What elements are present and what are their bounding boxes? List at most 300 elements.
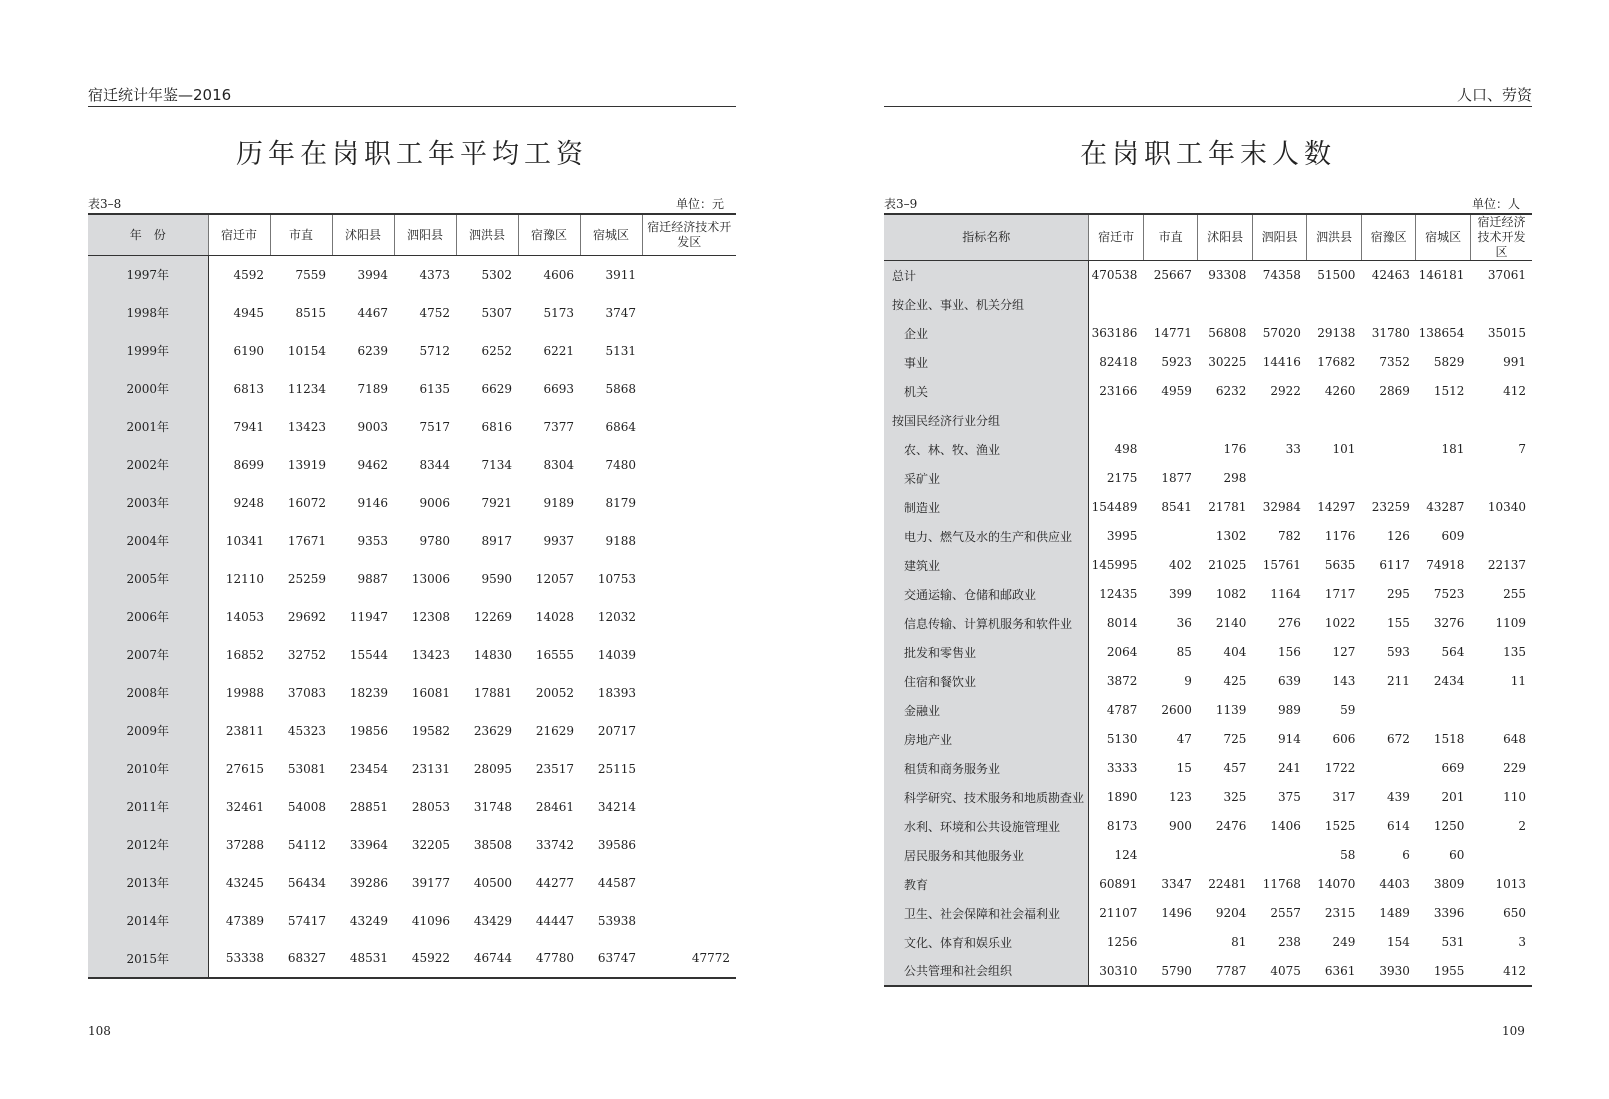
value-cell	[1361, 754, 1416, 783]
value-cell	[1361, 435, 1416, 464]
value-cell: 56434	[287, 875, 326, 890]
value-cell	[1416, 696, 1471, 725]
value-cell: 23166	[1099, 384, 1138, 398]
value-cell	[642, 826, 736, 864]
value-cell: 7480	[605, 457, 636, 472]
value-cell: 28461	[535, 799, 574, 814]
value-cell: 53338	[225, 951, 264, 965]
value-cell: 11768	[1262, 877, 1301, 891]
value-cell: 45922	[411, 951, 450, 965]
value-cell: 47389	[225, 913, 264, 928]
value-cell: 23517	[535, 761, 574, 776]
value-cell: 21629	[535, 723, 574, 738]
table-unit: 单位：人	[1471, 197, 1520, 211]
value-cell: 402	[1168, 558, 1192, 572]
column-header: 市直	[1143, 214, 1198, 261]
value-cell	[642, 446, 736, 484]
value-cell: 3347	[1161, 877, 1192, 891]
column-header: 泗阳县	[1252, 214, 1307, 261]
page-number: 109	[1502, 1024, 1525, 1038]
value-cell: 6361	[1324, 963, 1356, 978]
year-cell: 1997年	[88, 256, 208, 294]
table-row	[88, 826, 736, 864]
value-cell: 614	[1386, 819, 1410, 833]
value-cell	[642, 788, 736, 826]
value-cell: 3911	[605, 267, 636, 282]
value-cell	[642, 256, 736, 294]
value-cell: 25667	[1153, 268, 1192, 283]
value-cell: 1164	[1270, 587, 1301, 601]
value-cell: 5307	[481, 305, 512, 320]
value-cell: 2064	[1106, 645, 1138, 659]
value-cell: 10340	[1487, 500, 1526, 514]
table-row	[884, 464, 1532, 493]
value-cell: 28053	[411, 799, 450, 814]
value-cell: 9146	[357, 495, 388, 510]
table-header-row	[884, 214, 1532, 261]
value-cell: 201	[1441, 790, 1465, 804]
table-row	[884, 667, 1532, 696]
value-cell: 5712	[419, 343, 450, 358]
year-cell: 2015年	[88, 940, 208, 978]
value-cell: 23259	[1371, 500, 1410, 514]
value-cell: 6	[1402, 848, 1410, 862]
indicator-name-cell: 机关	[884, 377, 1089, 406]
table-row	[884, 580, 1532, 609]
table-row	[884, 348, 1532, 377]
value-cell: 11947	[349, 609, 388, 624]
value-cell: 1877	[1161, 471, 1192, 485]
value-cell	[642, 598, 736, 636]
value-cell: 42463	[1371, 268, 1410, 283]
column-header: 市直	[270, 214, 332, 256]
value-cell: 18239	[349, 685, 388, 700]
indicator-name-cell: 制造业	[884, 493, 1089, 522]
column-header: 宿迁市	[1089, 214, 1144, 261]
table-row	[884, 841, 1532, 870]
value-cell: 375	[1277, 790, 1301, 804]
value-cell: 34214	[597, 799, 636, 814]
value-cell: 9462	[357, 457, 388, 472]
value-cell	[642, 522, 736, 560]
value-cell: 145995	[1091, 558, 1138, 572]
value-cell: 31748	[473, 799, 512, 814]
table-row	[88, 446, 736, 484]
value-cell: 1518	[1433, 732, 1465, 746]
value-cell: 124	[1114, 848, 1138, 862]
value-cell: 8304	[543, 457, 574, 472]
indicator-name-cell: 卫生、社会保障和社会福利业	[884, 899, 1089, 928]
value-cell: 126	[1386, 529, 1410, 543]
value-cell: 43245	[225, 875, 264, 890]
value-cell: 135	[1503, 645, 1526, 659]
value-cell: 5130	[1106, 732, 1138, 746]
value-cell: 2315	[1324, 906, 1356, 920]
value-cell: 54008	[287, 799, 326, 814]
value-cell: 3930	[1379, 963, 1410, 978]
value-cell	[1307, 290, 1362, 319]
table-meta	[884, 195, 1532, 213]
value-cell: 10753	[597, 571, 636, 586]
value-cell: 9188	[605, 533, 636, 548]
value-cell: 127	[1332, 645, 1356, 659]
indicator-name-cell: 企业	[884, 319, 1089, 348]
value-cell: 37083	[287, 685, 326, 700]
value-cell: 12308	[411, 609, 450, 624]
value-cell: 60	[1449, 848, 1465, 862]
value-cell: 3276	[1433, 616, 1465, 630]
value-cell: 123	[1168, 790, 1192, 804]
value-cell: 8917	[481, 533, 512, 548]
value-cell: 37288	[225, 837, 264, 852]
table-row	[884, 406, 1532, 435]
value-cell: 44447	[535, 913, 574, 928]
value-cell: 154489	[1091, 500, 1138, 514]
value-cell: 249	[1332, 935, 1356, 949]
value-cell: 1139	[1215, 703, 1247, 717]
value-cell: 639	[1277, 674, 1301, 688]
value-cell	[1252, 406, 1307, 435]
column-header: 沭阳县	[1198, 214, 1253, 261]
value-cell: 5173	[543, 305, 574, 320]
value-cell	[1143, 522, 1198, 551]
average-wage-table	[88, 213, 736, 979]
year-cell: 2003年	[88, 484, 208, 522]
year-cell: 2000年	[88, 370, 208, 408]
value-cell: 782	[1277, 529, 1301, 543]
value-cell: 5131	[605, 343, 636, 358]
page-number: 108	[88, 1024, 111, 1038]
value-cell: 1109	[1495, 616, 1526, 630]
value-cell: 1496	[1161, 906, 1192, 920]
value-cell: 28851	[349, 799, 388, 814]
value-cell: 32984	[1262, 500, 1301, 514]
table-row	[88, 294, 736, 332]
value-cell: 9887	[357, 571, 388, 586]
value-cell: 13423	[287, 419, 326, 434]
value-cell: 181	[1441, 442, 1465, 456]
running-head: 宿迁统计年鉴—2016	[88, 84, 736, 107]
value-cell: 470538	[1091, 268, 1138, 283]
left-page	[0, 0, 804, 1099]
value-cell	[1143, 841, 1198, 870]
value-cell: 46744	[473, 951, 512, 965]
value-cell: 4075	[1270, 963, 1301, 978]
value-cell: 12032	[597, 609, 636, 624]
value-cell	[1198, 406, 1253, 435]
value-cell: 12435	[1099, 587, 1138, 601]
value-cell: 17682	[1317, 355, 1356, 369]
value-cell	[642, 332, 736, 370]
value-cell: 1489	[1379, 906, 1410, 920]
table-row	[884, 812, 1532, 841]
value-cell: 8541	[1161, 500, 1192, 514]
value-cell: 138654	[1418, 326, 1465, 340]
value-cell: 23629	[473, 723, 512, 738]
table-row	[88, 256, 736, 294]
value-cell: 47772	[691, 951, 730, 965]
table-row	[88, 750, 736, 788]
value-cell: 1176	[1324, 529, 1356, 543]
value-cell: 6816	[481, 419, 512, 434]
value-cell: 298	[1223, 471, 1247, 485]
table-number: 表3–8	[88, 197, 122, 211]
value-cell: 9937	[543, 533, 574, 548]
value-cell: 21107	[1099, 906, 1138, 920]
value-cell: 13919	[287, 457, 326, 472]
value-cell: 101	[1332, 442, 1356, 456]
value-cell: 74918	[1426, 558, 1465, 572]
table-row	[884, 696, 1532, 725]
column-header: 泗洪县	[456, 214, 518, 256]
year-end-staff-table	[884, 213, 1532, 987]
indicator-name-cell: 批发和零售业	[884, 638, 1089, 667]
value-cell: 4373	[419, 267, 450, 282]
value-cell: 14771	[1153, 326, 1192, 340]
value-cell: 68327	[287, 951, 326, 965]
value-cell: 1082	[1215, 587, 1247, 601]
value-cell: 725	[1223, 732, 1247, 746]
value-cell: 1955	[1433, 963, 1465, 978]
value-cell: 5923	[1161, 355, 1192, 369]
indicator-name-cell: 教育	[884, 870, 1089, 899]
indicator-name-cell: 建筑业	[884, 551, 1089, 580]
value-cell: 6135	[419, 381, 450, 396]
value-cell: 23454	[349, 761, 388, 776]
value-cell: 43429	[473, 913, 512, 928]
value-cell	[642, 712, 736, 750]
value-cell	[1143, 928, 1198, 957]
value-cell: 54112	[287, 837, 326, 852]
value-cell: 7941	[233, 419, 264, 434]
value-cell: 4467	[357, 305, 388, 320]
column-header: 沭阳县	[332, 214, 394, 256]
value-cell: 1406	[1270, 819, 1301, 833]
value-cell: 29138	[1317, 326, 1356, 340]
value-cell: 900	[1168, 819, 1192, 833]
value-cell: 498	[1114, 442, 1138, 456]
value-cell: 32205	[411, 837, 450, 852]
value-cell: 9189	[543, 495, 574, 510]
value-cell: 14297	[1317, 500, 1356, 514]
value-cell: 31780	[1371, 326, 1410, 340]
value-cell: 9248	[233, 495, 264, 510]
value-cell	[1416, 406, 1471, 435]
table-row	[88, 370, 736, 408]
value-cell: 7377	[543, 419, 574, 434]
table-row	[88, 560, 736, 598]
value-cell: 47	[1176, 732, 1192, 746]
value-cell: 36	[1176, 616, 1192, 630]
table-row	[884, 319, 1532, 348]
value-cell: 317	[1332, 790, 1356, 804]
value-cell: 32752	[287, 647, 326, 662]
value-cell: 650	[1503, 906, 1526, 920]
value-cell: 154	[1386, 935, 1410, 949]
value-cell: 238	[1277, 935, 1301, 949]
value-cell: 37061	[1487, 268, 1526, 283]
value-cell: 4403	[1379, 877, 1410, 891]
value-cell: 45323	[287, 723, 326, 738]
table-row	[884, 638, 1532, 667]
value-cell: 6629	[481, 381, 512, 396]
table-row	[88, 484, 736, 522]
table-row	[884, 261, 1532, 290]
value-cell: 3872	[1106, 674, 1138, 688]
value-cell: 60891	[1099, 877, 1138, 891]
year-cell: 2010年	[88, 750, 208, 788]
value-cell: 143	[1332, 674, 1356, 688]
value-cell: 14039	[597, 647, 636, 662]
year-cell: 1999年	[88, 332, 208, 370]
value-cell: 7559	[295, 267, 326, 282]
value-cell: 425	[1223, 674, 1247, 688]
value-cell: 85	[1176, 645, 1192, 659]
value-cell: 14416	[1262, 355, 1301, 369]
indicator-name-cell: 按国民经济行业分组	[884, 406, 1089, 435]
value-cell: 255	[1503, 587, 1526, 601]
value-cell: 669	[1441, 761, 1465, 775]
indicator-name-cell: 居民服务和其他服务业	[884, 841, 1089, 870]
value-cell: 3396	[1433, 906, 1465, 920]
value-cell: 1890	[1106, 790, 1138, 804]
value-cell: 27615	[225, 761, 264, 776]
value-cell: 39177	[411, 875, 450, 890]
table-row	[884, 551, 1532, 580]
year-cell: 2009年	[88, 712, 208, 750]
value-cell: 6693	[543, 381, 574, 396]
value-cell: 1717	[1324, 587, 1356, 601]
year-cell: 2011年	[88, 788, 208, 826]
value-cell: 44587	[597, 875, 636, 890]
value-cell: 2922	[1270, 384, 1301, 398]
value-cell: 6117	[1379, 558, 1410, 572]
value-cell	[1470, 841, 1532, 870]
value-cell: 30225	[1208, 355, 1247, 369]
year-cell: 2014年	[88, 902, 208, 940]
value-cell	[1143, 406, 1198, 435]
value-cell: 609	[1441, 529, 1465, 543]
column-header: 宿城区	[1416, 214, 1471, 261]
value-cell: 19856	[349, 723, 388, 738]
value-cell: 19988	[225, 685, 264, 700]
value-cell: 5635	[1324, 558, 1356, 572]
value-cell: 15544	[349, 647, 388, 662]
value-cell: 3333	[1106, 761, 1138, 775]
table-row	[88, 408, 736, 446]
value-cell: 325	[1223, 790, 1247, 804]
value-cell: 16072	[287, 495, 326, 510]
value-cell: 14053	[225, 609, 264, 624]
indicator-name-cell: 交通运输、仓储和邮政业	[884, 580, 1089, 609]
value-cell	[1470, 696, 1532, 725]
table-header-row	[88, 214, 736, 256]
value-cell: 8179	[605, 495, 636, 510]
value-cell: 404	[1223, 645, 1247, 659]
value-cell: 22481	[1208, 877, 1247, 891]
indicator-name-cell: 科学研究、技术服务和地质勘查业	[884, 783, 1089, 812]
value-cell: 399	[1168, 587, 1192, 601]
value-cell	[1143, 435, 1198, 464]
value-cell: 93308	[1208, 268, 1247, 283]
value-cell: 21781	[1208, 500, 1247, 514]
column-header: 宿豫区	[518, 214, 580, 256]
value-cell: 18393	[597, 685, 636, 700]
value-cell: 8344	[419, 457, 450, 472]
value-cell: 3994	[357, 267, 388, 282]
table-row	[884, 928, 1532, 957]
value-cell: 9780	[419, 533, 450, 548]
value-cell	[1143, 290, 1198, 319]
column-header: 宿城区	[580, 214, 642, 256]
value-cell	[1470, 464, 1532, 493]
indicator-name-cell: 租赁和商务服务业	[884, 754, 1089, 783]
value-cell: 241	[1277, 761, 1301, 775]
value-cell: 10154	[287, 343, 326, 358]
value-cell	[642, 294, 736, 332]
value-cell: 19582	[411, 723, 450, 738]
value-cell	[1089, 290, 1144, 319]
value-cell: 43249	[349, 913, 388, 928]
value-cell: 39286	[349, 875, 388, 890]
page-title: 在岗职工年末人数	[1080, 139, 1336, 170]
table-row	[884, 754, 1532, 783]
value-cell: 16081	[411, 685, 450, 700]
value-cell: 4752	[419, 305, 450, 320]
indicator-name-cell: 采矿业	[884, 464, 1089, 493]
value-cell: 439	[1386, 790, 1410, 804]
value-cell: 53081	[287, 761, 326, 776]
table-row	[884, 290, 1532, 319]
value-cell: 20052	[535, 685, 574, 700]
value-cell: 606	[1332, 732, 1356, 746]
value-cell: 29692	[287, 609, 326, 624]
table-row	[884, 609, 1532, 638]
table-row	[88, 940, 736, 978]
value-cell: 6221	[543, 343, 574, 358]
value-cell: 6813	[233, 381, 264, 396]
value-cell	[642, 674, 736, 712]
value-cell: 59	[1340, 703, 1356, 717]
value-cell: 295	[1386, 587, 1410, 601]
indicator-name-cell: 住宿和餐饮业	[884, 667, 1089, 696]
column-header: 宿迁经济技术开发区	[1470, 214, 1532, 261]
year-cell: 2006年	[88, 598, 208, 636]
value-cell	[642, 750, 736, 788]
value-cell: 5868	[605, 381, 636, 396]
right-page	[804, 0, 1609, 1099]
value-cell: 1022	[1324, 616, 1356, 630]
table-row	[88, 864, 736, 902]
value-cell: 2140	[1215, 616, 1247, 630]
value-cell: 991	[1503, 355, 1526, 369]
value-cell: 5829	[1433, 355, 1465, 369]
value-cell: 1512	[1433, 384, 1465, 398]
value-cell: 40500	[473, 875, 512, 890]
value-cell: 38508	[473, 837, 512, 852]
indicator-name-cell: 房地产业	[884, 725, 1089, 754]
value-cell: 1013	[1495, 877, 1526, 891]
year-cell: 2004年	[88, 522, 208, 560]
value-cell: 14070	[1317, 877, 1356, 891]
table-row	[88, 902, 736, 940]
value-cell: 17881	[473, 685, 512, 700]
value-cell: 156	[1277, 645, 1301, 659]
value-cell: 11	[1510, 674, 1526, 688]
table-row	[88, 712, 736, 750]
value-cell: 21025	[1208, 558, 1247, 572]
value-cell	[1470, 522, 1532, 551]
